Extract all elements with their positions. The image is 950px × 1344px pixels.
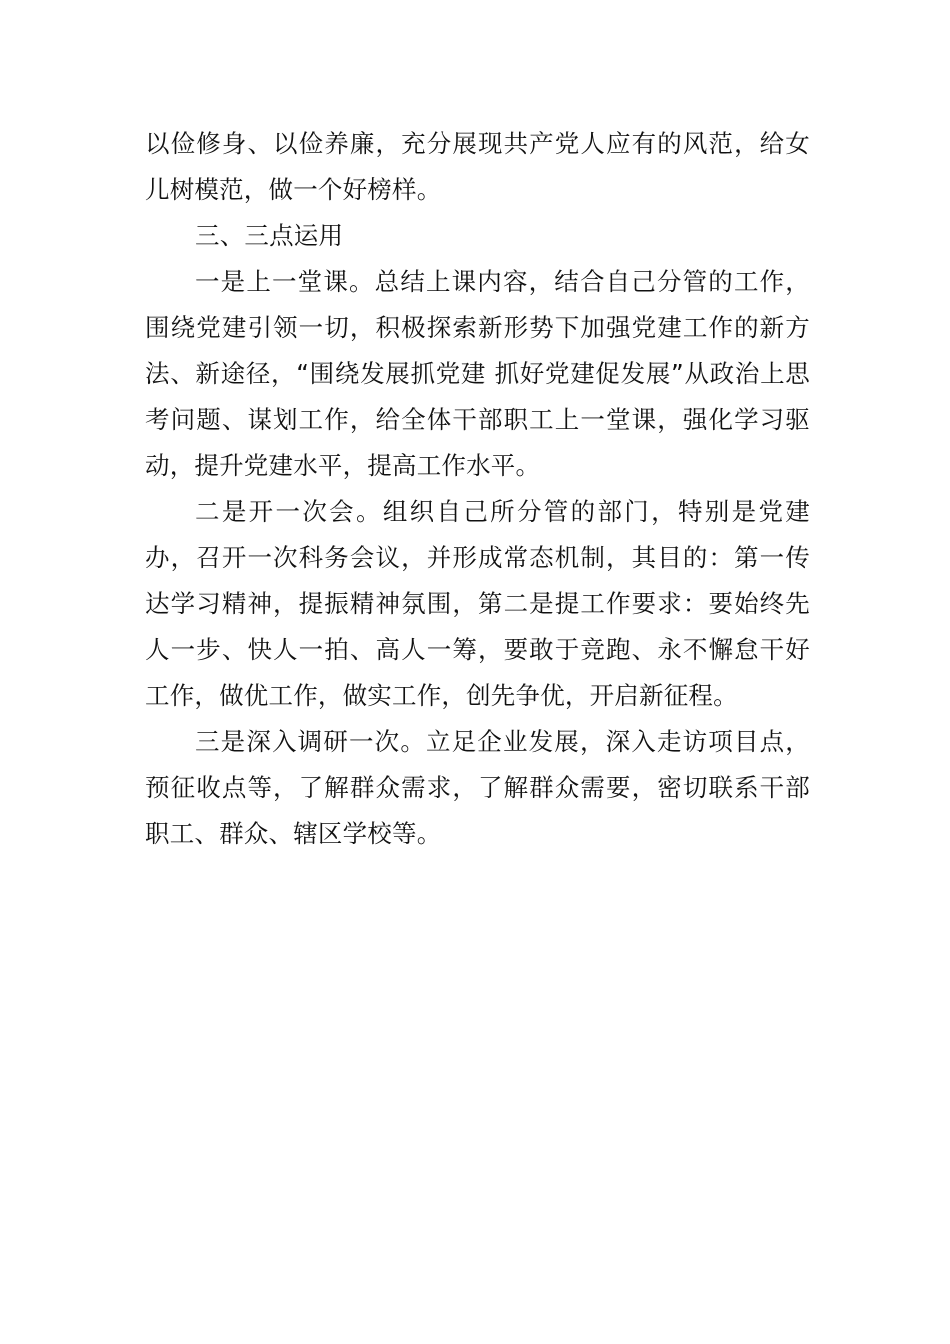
paragraph-first-point: 一是上一堂课。总结上课内容，结合自己分管的工作，围绕党建引领一切，积极探索新形势下加强党建工作的新方法、新途径，“围绕发展抓党建 抓好党建促发展”从政治上思考问题、谋划工作，给全体干部职工上一堂课，强化学习驱动，提升党建水平，提高工作水平。 — [145, 267, 810, 480]
paragraph-third-point: 三是深入调研一次。立足企业发展，深入走访项目点，预征收点等，了解群众需求，了解群众需要，密切联系干部职工、群众、辖区学校等。 — [145, 727, 810, 848]
paragraph-second-point: 二是开一次会。组织自己所分管的部门，特别是党建办，召开一次科务会议，并形成常态机制，其目的：第一传达学习精神，提振精神氛围，第二是提工作要求：要始终先人一步、快人一拍、高人一筹，要敢于竞跑、永不懈怠干好工作，做优工作，做实工作，创先争优，开启新征程。 — [145, 497, 810, 710]
section-heading: 三、三点运用 — [195, 221, 344, 250]
paragraph-continued: 以俭修身、以俭养廉，充分展现共产党人应有的风范，给女儿树模范，做一个好榜样。 — [145, 129, 810, 204]
document-body — [145, 121, 810, 857]
